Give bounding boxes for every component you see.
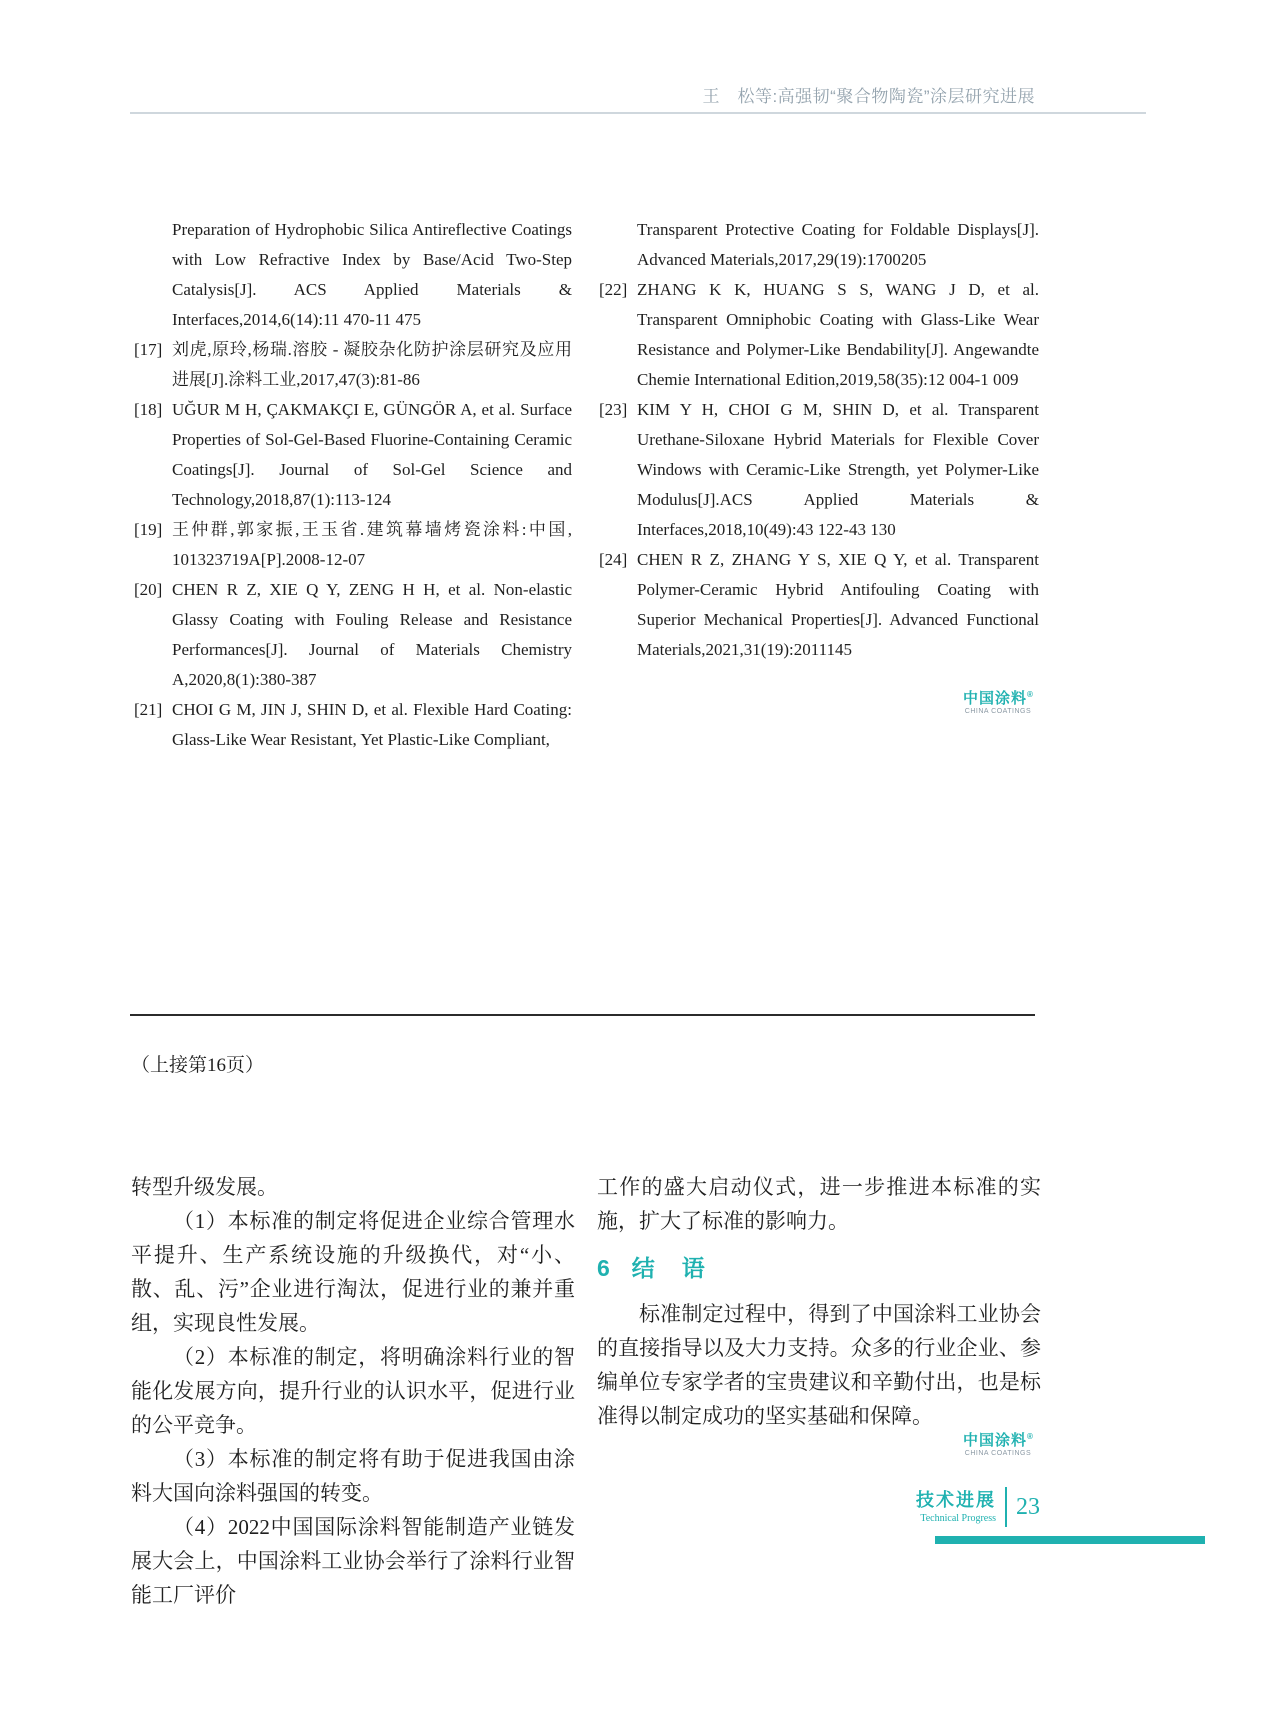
logo-name [956,1432,1040,1449]
footer-accent-bar [935,1536,1205,1544]
paragraph: 标准制定过程中，得到了中国涂料工业协会的直接指导以及大力支持。众多的行业企业、参编单位专家学者的宝贵建议和辛勤付出，也是标准得以制定成功的坚实基础和保障。 [597,1302,1041,1428]
reference-number: [19] [134,520,163,539]
conclusion-heading [597,1251,1041,1285]
heading-title: 结 语 [631,1255,707,1281]
page-footer [880,1487,1040,1527]
paragraph: 工作的盛大启动仪式，进一步推进本标准的实施，扩大了标准的影响力。 [597,1175,1041,1233]
footer-section-cn: 技术进展 [916,1490,996,1511]
footer-section-labels [916,1490,996,1524]
reference-item [599,545,1039,665]
heading-number: 6 [597,1255,612,1281]
body-right-column [597,1170,1041,1433]
reference-number: [24] [599,550,628,569]
reference-text: ZHANG K K, HUANG S S, WANG J D, et al. Transparent Omniphobic Coating with Glass-Like Wear Resistance and Polymer-Like Bendability[J]. Angewandte Chemie International Edition,2019,58(35):12 004-1 009 [637,280,1039,389]
header-rule [130,112,1146,114]
reference-item [599,215,1039,275]
logo-subtitle: CHINA COATINGS [964,708,1032,716]
logo-name-cn: 中国涂料 [963,1432,1028,1449]
references-left-column [134,215,572,755]
paragraph: （4）2022中国国际涂料智能制造产业链发展大会上，中国涂料工业协会举行了涂料行业智能工厂评价 [131,1515,575,1607]
reference-text: CHEN R Z, XIE Q Y, ZENG H H, et al. Non-elastic Glassy Coating with Fouling Release and Resistance Performances[J]. Journal of Materials Chemistry A,2020,8(1):380-387 [172,580,572,689]
reference-text: Transparent Protective Coating for Foldable Displays[J]. Advanced Materials,2017,29(19):1700205 [637,220,1039,269]
footer-section-en: Technical Progress [920,1512,996,1524]
reference-number: [18] [134,400,163,419]
continuation-note: （上接第16页） [131,1055,265,1076]
reference-item [134,335,572,395]
reference-text: KIM Y H, CHOI G M, SHIN D, et al. Transparent Urethane-Siloxane Hybrid Materials for Flexible Cover Windows with Ceramic-Like Strength, yet Polymer-Like Modulus[J].ACS Applied Materials & Interfaces,2018,10(49):43 122-43 130 [637,400,1039,539]
reference-text: CHOI G M, JIN J, SHIN D, et al. Flexible Hard Coating: Glass-Like Wear Resistant, Yet Plastic-Like Compliant, [172,700,572,749]
reference-item [134,395,572,515]
reference-text: CHEN R Z, ZHANG Y S, XIE Q Y, et al. Transparent Polymer-Ceramic Hybrid Antifouling Coating with Superior Mechanical Properties[J]. Advanced Functional Materials,2021,31(19):2011145 [637,550,1039,659]
paragraph: （2）本标准的制定，将明确涂料行业的智能化发展方向，提升行业的认识水平，促进行业的公平竞争。 [131,1345,575,1437]
footer-divider [1005,1487,1007,1527]
logo-subtitle: CHINA COATINGS [964,1450,1032,1458]
paragraph: （1）本标准的制定将促进企业综合管理水平提升、生产系统设施的升级换代，对“小、散、乱、污”企业进行淘汰，促进行业的兼并重组，实现良性发展。 [131,1209,575,1335]
reference-item [134,515,572,575]
reference-number: [17] [134,340,163,359]
running-header: 王 松等:高强韧“聚合物陶瓷”涂层研究进展 [702,87,1035,106]
reference-number: [22] [599,280,628,299]
reference-text: 刘虎,原玲,杨瑞.溶胶 - 凝胶杂化防护涂层研究及应用进展[J].涂料工业,2017,47(3):81-86 [172,340,572,389]
reference-item [134,575,572,695]
reference-text: 王仲群,郭家振,王玉省.建筑幕墙烤瓷涂料:中国, 101323719A[P].2008-12-07 [172,520,572,569]
reference-number [599,215,637,275]
reference-number: [20] [134,580,163,599]
logo-name-cn: 中国涂料 [963,690,1028,707]
page-number: 23 [1016,1493,1040,1520]
china-coatings-logo [956,1432,1040,1457]
reference-text: UĞUR M H, ÇAKMAKÇI E, GÜNGÖR A, et al. Surface Properties of Sol-Gel-Based Fluorine-Containing Ceramic Coatings[J]. Journal of Sol-Gel Science and Technology,2018,87(1):113-124 [172,400,572,509]
china-coatings-logo [956,690,1040,715]
reference-number: [23] [599,400,628,419]
section-divider-rule [130,1014,1035,1016]
reference-item [134,215,572,335]
registered-mark: ® [1027,690,1033,699]
reference-item [134,695,572,755]
paragraph: 转型升级发展。 [131,1175,278,1199]
reference-text: Preparation of Hydrophobic Silica Antireflective Coatings with Low Refractive Index by Base/Acid Two-Step Catalysis[J]. ACS Applied Materials & Interfaces,2014,6(14):11 470-11 475 [172,220,572,329]
body-left-column [131,1170,575,1612]
references-right-column [599,215,1039,665]
reference-item [599,275,1039,395]
reference-number: [21] [134,700,163,719]
registered-mark: ® [1027,1432,1033,1441]
reference-number [134,215,172,335]
paragraph: （3）本标准的制定将有助于促进我国由涂料大国向涂料强国的转变。 [131,1447,575,1505]
reference-item [599,395,1039,545]
logo-name [956,690,1040,707]
